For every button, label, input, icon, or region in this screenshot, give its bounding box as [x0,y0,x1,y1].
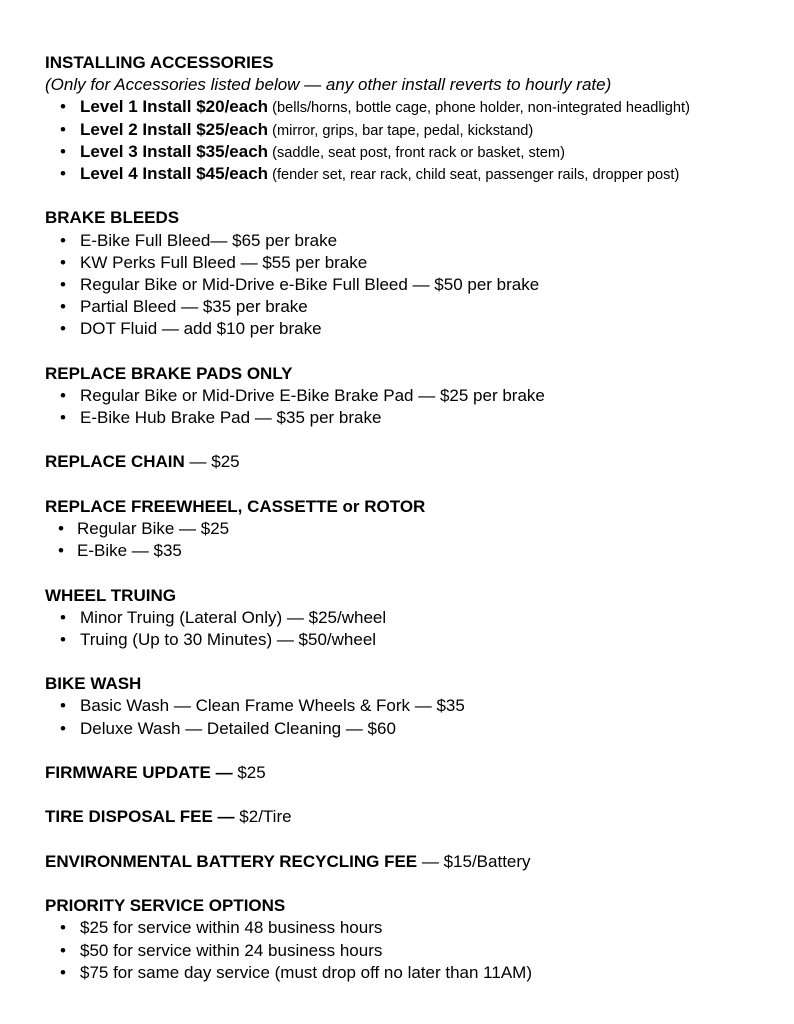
list-item-text: Regular Bike or Mid-Drive E-Bike Brake Pad — $25 per brake [80,385,545,405]
list-item [45,119,785,141]
bullet-icon: • [60,940,66,960]
bullet-icon: • [60,230,66,250]
install-level-detail: (bells/horns, bottle cage, phone holder, non-integrated headlight) [268,100,690,117]
list-item-text: Regular Bike — $25 [77,518,230,538]
bullet-icon: • [60,163,66,183]
install-level-label: Level 3 Install $35/each [80,141,269,161]
list-item-text: KW Perks Full Bleed — $55 per brake [80,252,368,272]
firmware-line [45,762,785,784]
list-item [45,718,785,740]
spacer [45,185,785,207]
list-item [45,163,785,185]
spacer [45,873,785,895]
tire-line [45,806,785,828]
section-heading-battery: ENVIRONMENTAL BATTERY RECYCLING FEE [45,851,418,871]
list-item [45,252,785,274]
battery-line [45,851,785,873]
list-item-text: Basic Wash — Clean Frame Wheels & Fork — $35 [80,696,465,716]
accessories-note: (Only for Accessories listed below — any other install reverts to hourly rate) [45,75,612,95]
list-item [45,917,785,939]
section-heading-brake-bleeds: BRAKE BLEEDS [45,208,180,228]
list-item-text: $75 for same day service (must drop off no later than 11AM) [80,962,532,982]
spacer [45,784,785,806]
list-item-text: $50 for service within 24 business hours [80,940,383,960]
bullet-icon: • [60,629,66,649]
bullet-icon: • [60,119,66,139]
list-item [45,318,785,340]
install-level-label: Level 2 Install $25/each [80,119,269,139]
list-item-text: E-Bike — $35 [77,541,182,561]
bullet-icon: • [60,297,66,317]
bullet-icon: • [60,141,66,161]
install-level-detail: (fender set, rear rack, child seat, passenger rails, dropper post) [268,166,680,183]
list-item [45,296,785,318]
bullet-icon: • [60,274,66,294]
list-item [45,230,785,252]
install-level-label: Level 1 Install $20/each [80,97,269,117]
bullet-icon: • [58,541,64,561]
install-level-detail: (mirror, grips, bar tape, pedal, kickstand) [268,122,534,139]
list-item [45,695,785,717]
tire-price: $2/Tire [234,807,292,827]
list-item-text: Regular Bike or Mid-Drive e-Bike Full Bleed — $50 per brake [80,274,540,294]
list-item-text: DOT Fluid — add $10 per brake [80,319,322,339]
bullet-icon: • [60,607,66,627]
list-item-text: E-Bike Full Bleed— $65 per brake [80,230,338,250]
list-item [45,385,785,407]
list-item-text: Truing (Up to 30 Minutes) — $50/wheel [80,629,377,649]
bullet-icon: • [60,962,66,982]
list-item-text: $25 for service within 48 business hours [80,918,383,938]
section-heading-tire: TIRE DISPOSAL FEE — [45,807,235,827]
bullet-icon: • [60,319,66,339]
list-item-text: Minor Truing (Lateral Only) — $25/wheel [80,607,387,627]
install-level-label: Level 4 Install $45/each [80,163,269,183]
bullet-icon: • [60,408,66,427]
list-item [45,540,785,562]
section-heading-truing: WHEEL TRUING [45,585,176,605]
section-heading-wash: BIKE WASH [45,674,142,694]
bullet-icon: • [60,696,66,716]
spacer [45,740,785,762]
list-item [45,141,785,163]
bullet-icon: • [60,918,66,938]
list-item-text: Partial Bleed — $35 per brake [80,297,308,317]
list-item [45,940,785,962]
list-item [45,274,785,296]
list-item [45,407,785,429]
list-item [45,518,785,540]
price-list [45,52,785,984]
spacer [45,340,785,362]
bullet-icon: • [60,252,66,272]
bullet-icon: • [60,385,66,405]
spacer [45,429,785,451]
chain-price: — $25 [184,452,240,472]
bullet-icon: • [60,97,66,117]
section-heading-accessories: INSTALLING ACCESSORIES [45,53,274,72]
spacer [45,829,785,851]
section-heading-chain: REPLACE CHAIN [45,452,185,472]
section-heading-freewheel: REPLACE FREEWHEEL, CASSETTE or ROTOR [45,496,426,516]
list-item-text: Deluxe Wash — Detailed Cleaning — $60 [80,718,396,738]
list-item-text: E-Bike Hub Brake Pad — $35 per brake [80,408,382,427]
section-heading-priority: PRIORITY SERVICE OPTIONS [45,896,286,916]
section-heading-brake-pads: REPLACE BRAKE PADS ONLY [45,363,293,383]
firmware-price: $25 [232,763,266,782]
install-level-detail: (saddle, seat post, front rack or basket, stem) [268,144,565,161]
section-heading-firmware: FIRMWARE UPDATE — [45,763,233,782]
spacer [45,651,785,673]
bullet-icon: • [60,718,66,738]
spacer [45,474,785,496]
list-item [45,629,785,651]
list-item [45,962,785,984]
list-item [45,607,785,629]
spacer [45,562,785,584]
chain-line [45,451,785,473]
list-item [45,96,785,118]
battery-price: — $15/Battery [417,851,531,871]
bullet-icon: • [58,518,64,538]
